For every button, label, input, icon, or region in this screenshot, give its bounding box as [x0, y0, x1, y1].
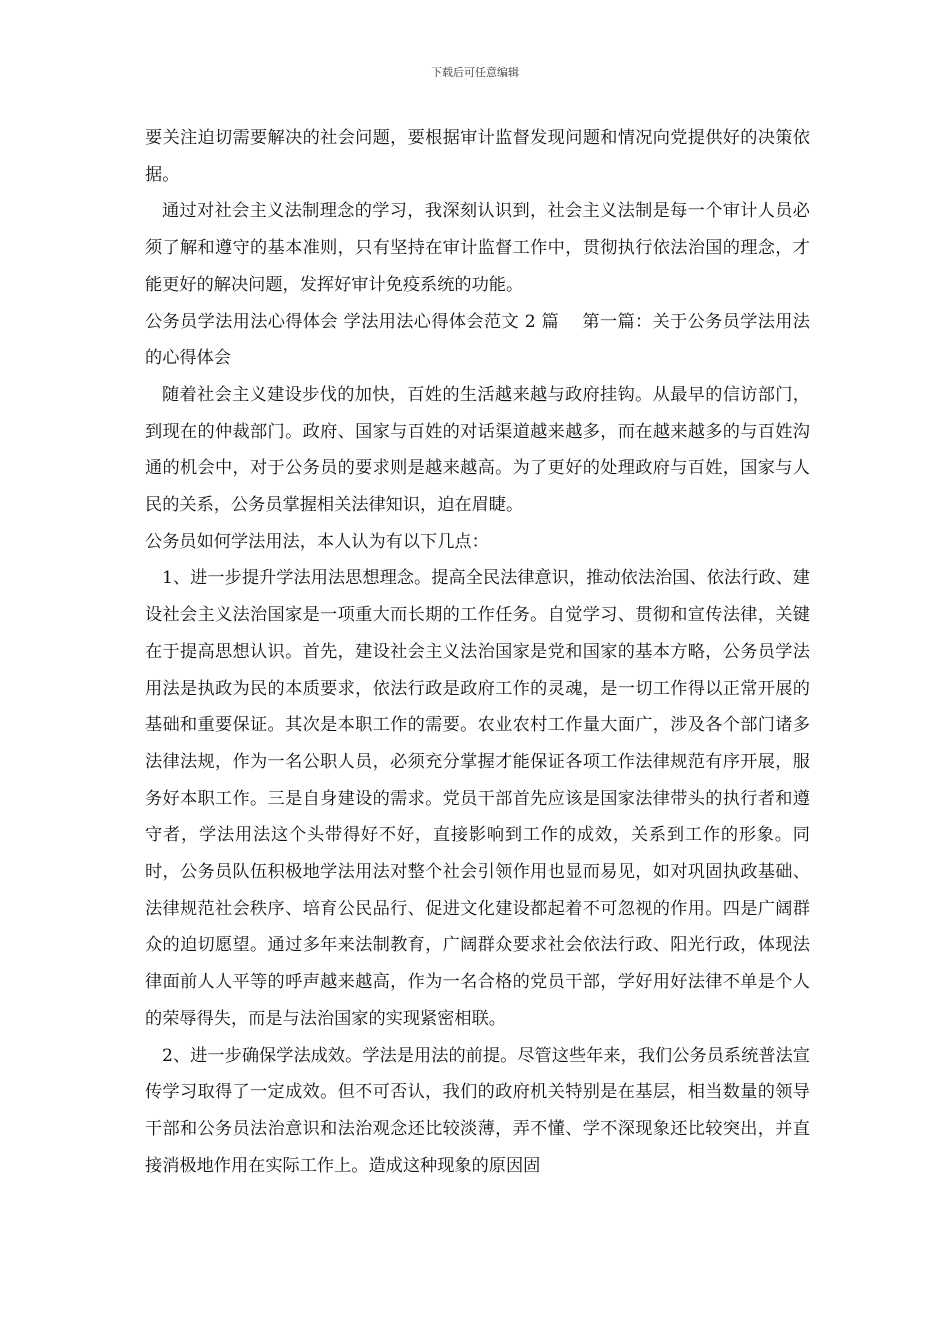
- paragraph: 随着社会主义建设步伐的加快，百姓的生活越来越与政府挂钩。从最早的信访部门，到现在的仲裁部门。政府、国家与百姓的对话渠道越来越多，而在越来越多的与百姓沟通的机会中，对于公务员的要求则是越来越高。为了更好的处理政府与百姓，国家与人民的关系，公务员掌握相关法律知识，迫在眉睫。: [145, 384, 810, 516]
- paragraph: 1、进一步提升学法用法思想理念。提高全民法律意识，推动依法治国、依法行政、建设社会主义法治国家是一项重大而长期的工作任务。自觉学习、贯彻和宣传法律，关键在于提高思想认识。首先，建设社会主义法治国家是党和国家的基本方略，公务员学法用法是执政为民的本质要求，依法行政是政府工作的灵魂，是一切工作得以正常开展的基础和重要保证。其次是本职工作的需要。农业农村工作量大面广，涉及各个部门诸多法律法规，作为一名公职人员，必须充分掌握才能保证各项工作法律规范有序开展，服务好本职工作。三是自身建设的需求。党员干部首先应该是国家法律带头的执行者和遵守者，学法用法这个头带得好不好，直接影响到工作的成效，关系到工作的形象。同时，公务员队伍积极地学法用法对整个社会引领作用也显而易见，如对巩固执政基础、法律规范社会秩序、培育公民品行、促进文化建设都起着不可忽视的作用。四是广阔群众的迫切愿望。通过多年来法制教育，广阔群众要求社会依法行政、阳光行政，体现法律面前人人平等的呼声越来越高，作为一名合格的党员干部，学好用好法律不单是个人的荣辱得失，而是与法治国家的实现紧密相联。: [145, 568, 810, 1029]
- paragraph: 公务员如何学法用法，本人认为有以下几点：: [145, 531, 489, 552]
- section-heading: 公务员学法用法心得体会 学法用法心得体会范文 2 篇 第一篇：关于公务员学法用法的心得体会: [145, 311, 810, 369]
- document-body: [145, 120, 810, 1184]
- page-header: 下载后可任意编辑: [431, 66, 519, 79]
- paragraph: 要关注迫切需要解决的社会问题，要根据审计监督发现问题和情况向党提供好的决策依据。: [145, 128, 810, 185]
- paragraph: 2、进一步确保学法成效。学法是用法的前提。尽管这些年来，我们公务员系统普法宣传学习取得了一定成效。但不可否认，我们的政府机关特别是在基层，相当数量的领导干部和公务员法治意识和法治观念还比较淡薄，弄不懂、学不深现象还比较突出，并直接消极地作用在实际工作上。造成这种现象的原因固: [145, 1045, 810, 1176]
- paragraph: 通过对社会主义法制理念的学习，我深刻认识到，社会主义法制是每一个审计人员必须了解和遵守的基本准则，只有坚持在审计监督工作中，贯彻执行依法治国的理念，才能更好的解决问题，发挥好审计免疫系统的功能。: [145, 201, 810, 295]
